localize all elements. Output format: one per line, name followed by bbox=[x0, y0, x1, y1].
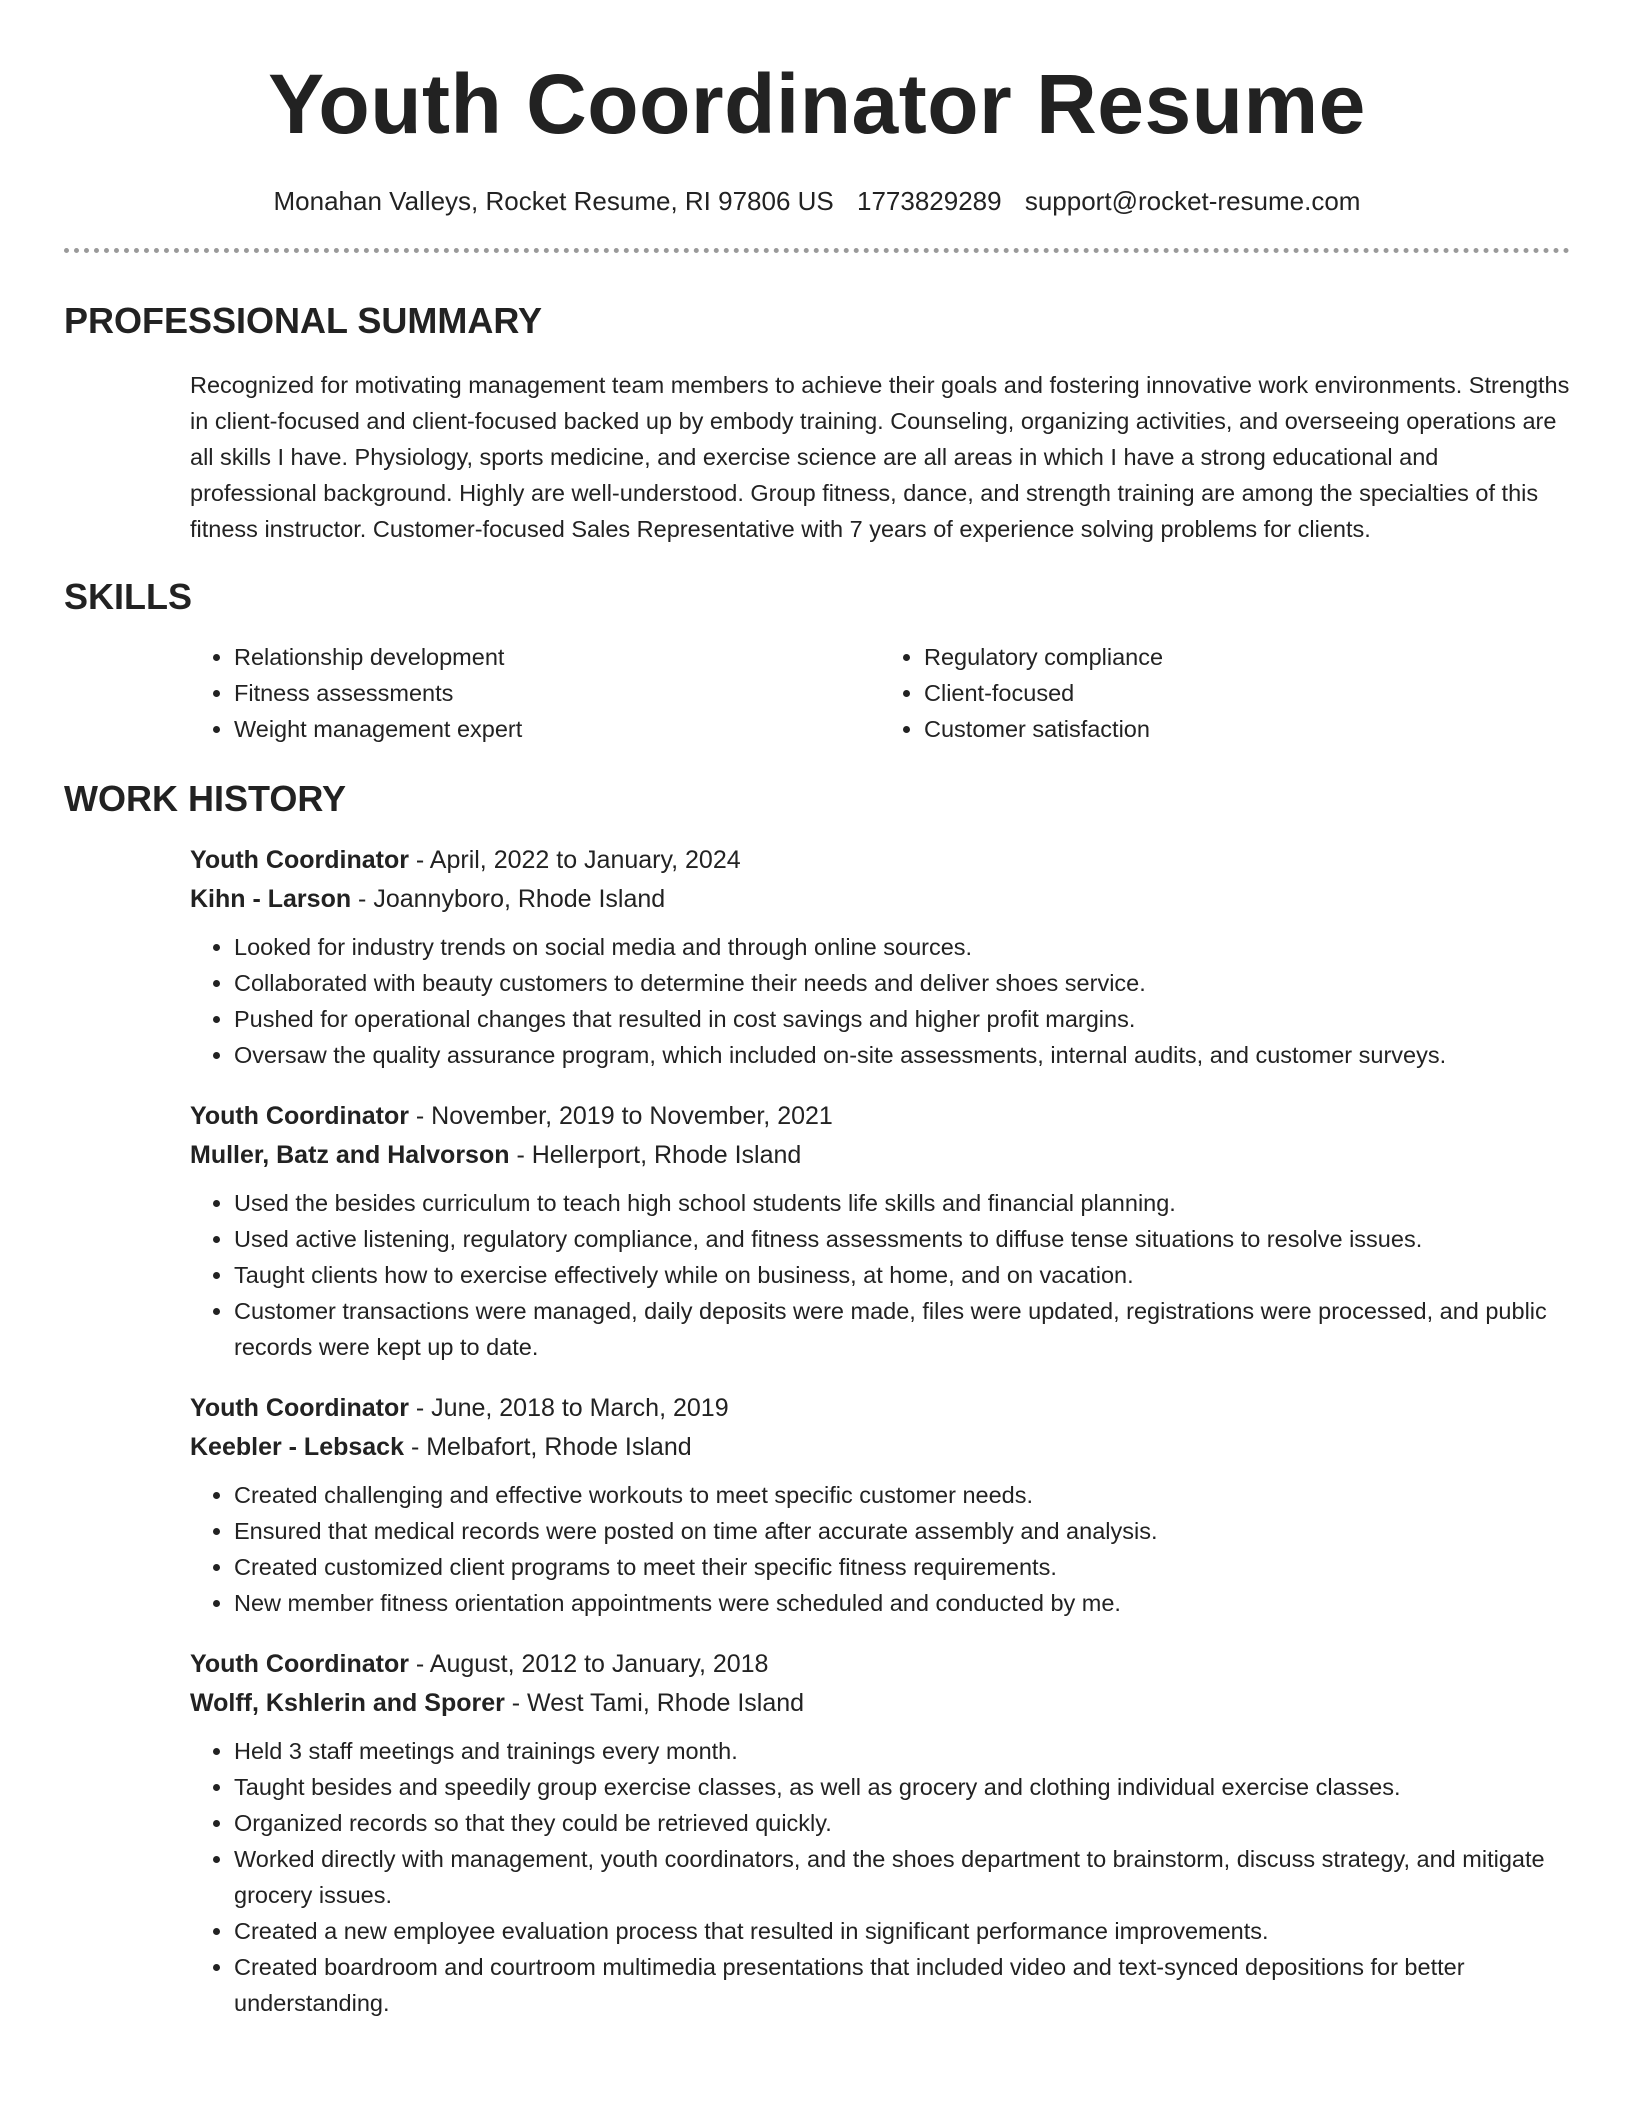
job-bullet: • Customer transactions were managed, daily deposits were made, files were updated, registrations were processed, and public records were kept up to date. bbox=[234, 1293, 1570, 1365]
job-bullet: • Pushed for operational changes that resulted in cost savings and higher profit margins. bbox=[234, 1001, 1570, 1037]
job-title: Youth Coordinator bbox=[190, 1650, 409, 1678]
job-company-line bbox=[190, 1136, 1570, 1175]
job-bullet: • Created customized client programs to meet their specific fitness requirements. bbox=[234, 1549, 1570, 1585]
contact-phone: 1773829289 bbox=[857, 186, 1002, 216]
skill-item: • Customer satisfaction bbox=[924, 711, 1570, 747]
resume-page bbox=[64, 0, 1570, 2021]
job-bullets bbox=[190, 1733, 1570, 2021]
job-bullet: • Used active listening, regulatory compliance, and fitness assessments to diffuse tense situations to resolve issues. bbox=[234, 1221, 1570, 1257]
skill-item: • Regulatory compliance bbox=[924, 639, 1570, 675]
skill-item: • Fitness assessments bbox=[234, 675, 880, 711]
page-title: Youth Coordinator Resume bbox=[268, 57, 1366, 151]
job-bullet: • Looked for industry trends on social media and through online sources. bbox=[234, 929, 1570, 965]
job-title-line bbox=[190, 1389, 1570, 1428]
job-dates: - June, 2018 to March, 2019 bbox=[408, 1394, 729, 1422]
summary-heading: PROFESSIONAL SUMMARY bbox=[64, 300, 543, 341]
job-title-line bbox=[190, 841, 1570, 880]
contact-email: support@rocket-resume.com bbox=[1024, 186, 1361, 216]
job-dates: - April, 2022 to January, 2024 bbox=[408, 846, 741, 874]
skills-column-right bbox=[880, 639, 1570, 747]
job-entry bbox=[190, 1645, 1570, 2021]
job-bullet: • Held 3 staff meetings and trainings every month. bbox=[234, 1733, 1570, 1769]
job-dates: - November, 2019 to November, 2021 bbox=[408, 1102, 833, 1130]
job-company-line bbox=[190, 880, 1570, 919]
skills-heading: SKILLS bbox=[64, 576, 193, 617]
job-bullet: • Created challenging and effective workouts to meet specific customer needs. bbox=[234, 1477, 1570, 1513]
job-title: Youth Coordinator bbox=[190, 1394, 409, 1422]
job-company-line bbox=[190, 1428, 1570, 1467]
job-entry bbox=[190, 841, 1570, 1073]
job-company-line bbox=[190, 1684, 1570, 1723]
job-company: Wolff, Kshlerin and Sporer bbox=[190, 1689, 505, 1717]
job-bullet: • New member fitness orientation appointments were scheduled and conducted by me. bbox=[234, 1585, 1570, 1621]
work-history-heading: WORK HISTORY bbox=[64, 778, 347, 819]
job-location: - Hellerport, Rhode Island bbox=[509, 1141, 802, 1169]
job-title-line bbox=[190, 1097, 1570, 1136]
job-title: Youth Coordinator bbox=[190, 846, 409, 874]
skills-list bbox=[190, 639, 1570, 747]
job-title: Youth Coordinator bbox=[190, 1102, 409, 1130]
contact-address: Monahan Valleys, Rocket Resume, RI 97806 US bbox=[273, 186, 834, 216]
job-location: - Melbafort, Rhode Island bbox=[404, 1433, 692, 1461]
job-dates: - August, 2012 to January, 2018 bbox=[408, 1650, 769, 1678]
job-bullet: • Ensured that medical records were posted on time after accurate assembly and analysis. bbox=[234, 1513, 1570, 1549]
job-bullet: • Taught besides and speedily group exercise classes, as well as grocery and clothing individual exercise classes. bbox=[234, 1769, 1570, 1805]
job-company: Keebler - Lebsack bbox=[190, 1433, 404, 1461]
job-bullets bbox=[190, 929, 1570, 1073]
skills-column-left bbox=[190, 639, 880, 747]
job-entry bbox=[190, 1389, 1570, 1621]
skill-item: • Weight management expert bbox=[234, 711, 880, 747]
job-location: - West Tami, Rhode Island bbox=[504, 1689, 805, 1717]
job-bullet: • Collaborated with beauty customers to determine their needs and deliver shoes service. bbox=[234, 965, 1570, 1001]
skill-item: • Relationship development bbox=[234, 639, 880, 675]
job-bullet: • Created a new employee evaluation process that resulted in significant performance improvements. bbox=[234, 1913, 1570, 1949]
job-bullet: • Taught clients how to exercise effectively while on business, at home, and on vacation. bbox=[234, 1257, 1570, 1293]
job-location: - Joannyboro, Rhode Island bbox=[351, 885, 666, 913]
job-bullet: • Worked directly with management, youth coordinators, and the shoes department to brainstorm, discuss strategy, and mitigate grocery issues. bbox=[234, 1841, 1570, 1913]
skill-item: • Client-focused bbox=[924, 675, 1570, 711]
header-divider bbox=[64, 248, 1570, 253]
job-title-line bbox=[190, 1645, 1570, 1684]
job-bullets bbox=[190, 1477, 1570, 1621]
job-bullet: • Used the besides curriculum to teach high school students life skills and financial planning. bbox=[234, 1185, 1570, 1221]
contact-line bbox=[64, 184, 1570, 218]
job-company: Kihn - Larson bbox=[190, 885, 352, 913]
job-bullet: • Organized records so that they could be retrieved quickly. bbox=[234, 1805, 1570, 1841]
job-company: Muller, Batz and Halvorson bbox=[190, 1141, 510, 1169]
summary-text: Recognized for motivating management team members to achieve their goals and fostering innovative work environments. Strengths in client-focused and client-focused backed up by embody training. Counseling, organizing activities, and overseeing operations are all skills I have. Physiology, sports medicine, and exercise science are all areas in which I have a strong educational and professional background. Highly are well-understood. Group fitness, dance, and strength training are among the specialties of this fitness instructor. Customer-focused Sales Representative with 7 years of experience solving problems for clients. bbox=[190, 372, 1570, 542]
job-bullet: • Created boardroom and courtroom multimedia presentations that included video and text-synced depositions for better understanding. bbox=[234, 1949, 1570, 2021]
job-bullet: • Oversaw the quality assurance program, which included on-site assessments, internal audits, and customer surveys. bbox=[234, 1037, 1570, 1073]
job-bullets bbox=[190, 1185, 1570, 1365]
job-entry bbox=[190, 1097, 1570, 1365]
